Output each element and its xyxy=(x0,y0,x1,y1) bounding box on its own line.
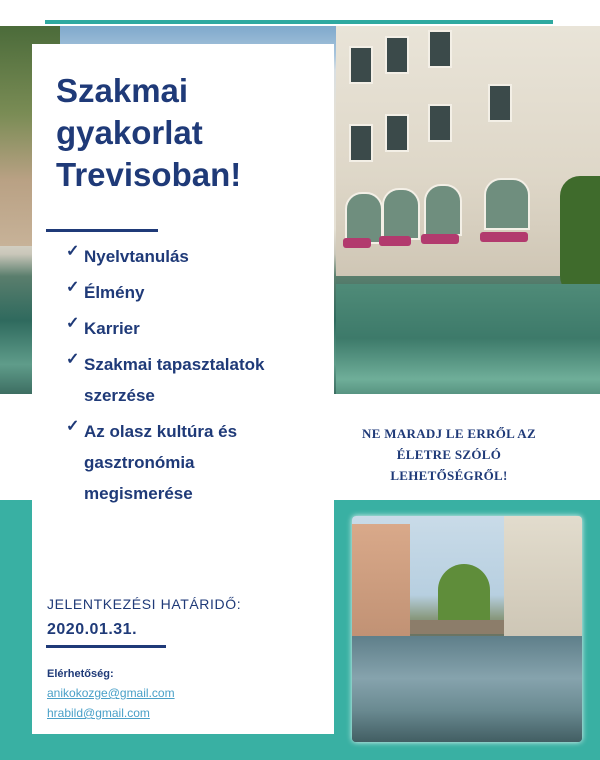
flower-box xyxy=(480,232,528,242)
checkmark-icon: ✓ xyxy=(66,243,80,260)
flower-box xyxy=(343,238,371,248)
tagline-line: NE MARADJ LE ERRŐL AZ xyxy=(362,426,536,441)
benefit-text: Nyelvtanulás xyxy=(84,247,189,266)
benefit-item xyxy=(66,349,264,411)
deadline-date: 2020.01.31. xyxy=(47,621,138,638)
benefit-text: Karrier xyxy=(84,319,140,338)
title-line: gyakorlat xyxy=(56,114,203,151)
arched-window xyxy=(424,184,462,236)
window xyxy=(349,124,373,162)
arched-window xyxy=(345,192,383,244)
deadline-divider xyxy=(46,645,166,648)
treviso-street-canal-photo xyxy=(352,516,582,742)
benefit-item xyxy=(66,416,264,509)
window xyxy=(428,104,452,142)
benefit-item xyxy=(66,277,264,308)
benefit-text: megismerése xyxy=(84,484,193,503)
checkmark-icon: ✓ xyxy=(66,315,80,332)
bridge xyxy=(410,620,504,634)
content-panel xyxy=(32,44,334,734)
benefit-item xyxy=(66,313,264,344)
benefit-item xyxy=(66,241,264,272)
window xyxy=(488,84,512,122)
window xyxy=(385,36,409,74)
window xyxy=(349,46,373,84)
benefit-text: szerzése xyxy=(84,386,155,405)
canal-water xyxy=(336,284,600,394)
arched-window xyxy=(484,178,530,230)
flower-box xyxy=(421,234,459,244)
arched-window xyxy=(382,188,420,240)
window xyxy=(428,30,452,68)
deadline-label: JELENTKEZÉSI HATÁRIDŐ: xyxy=(47,596,242,612)
benefit-text: Szakmai tapasztalatok xyxy=(84,355,265,374)
title-divider xyxy=(46,229,158,232)
tagline xyxy=(336,423,562,486)
title-line: Trevisoban! xyxy=(56,156,242,193)
window xyxy=(385,114,409,152)
tagline-line: LEHETŐSÉGRŐL! xyxy=(390,468,508,483)
ivy-plants xyxy=(560,176,600,296)
checkmark-icon: ✓ xyxy=(66,418,80,435)
checkmark-icon: ✓ xyxy=(66,351,80,368)
tagline-line: ÉLETRE SZÓLÓ xyxy=(396,447,502,462)
email-link[interactable]: anikokozge@gmail.com xyxy=(47,686,175,700)
benefit-text: gasztronómia xyxy=(84,453,195,472)
email-link[interactable]: hrabild@gmail.com xyxy=(47,706,150,720)
title-line: Szakmai xyxy=(56,72,189,109)
flower-box xyxy=(379,236,411,246)
benefits-list xyxy=(66,236,264,509)
canal-water xyxy=(352,636,582,742)
page-title xyxy=(56,70,326,196)
checkmark-icon: ✓ xyxy=(66,279,80,296)
contact-label: Elérhetőség: xyxy=(47,668,114,680)
benefit-text: Élmény xyxy=(84,283,145,302)
top-accent-line xyxy=(45,20,553,24)
benefit-text: Az olasz kultúra és xyxy=(84,422,238,441)
